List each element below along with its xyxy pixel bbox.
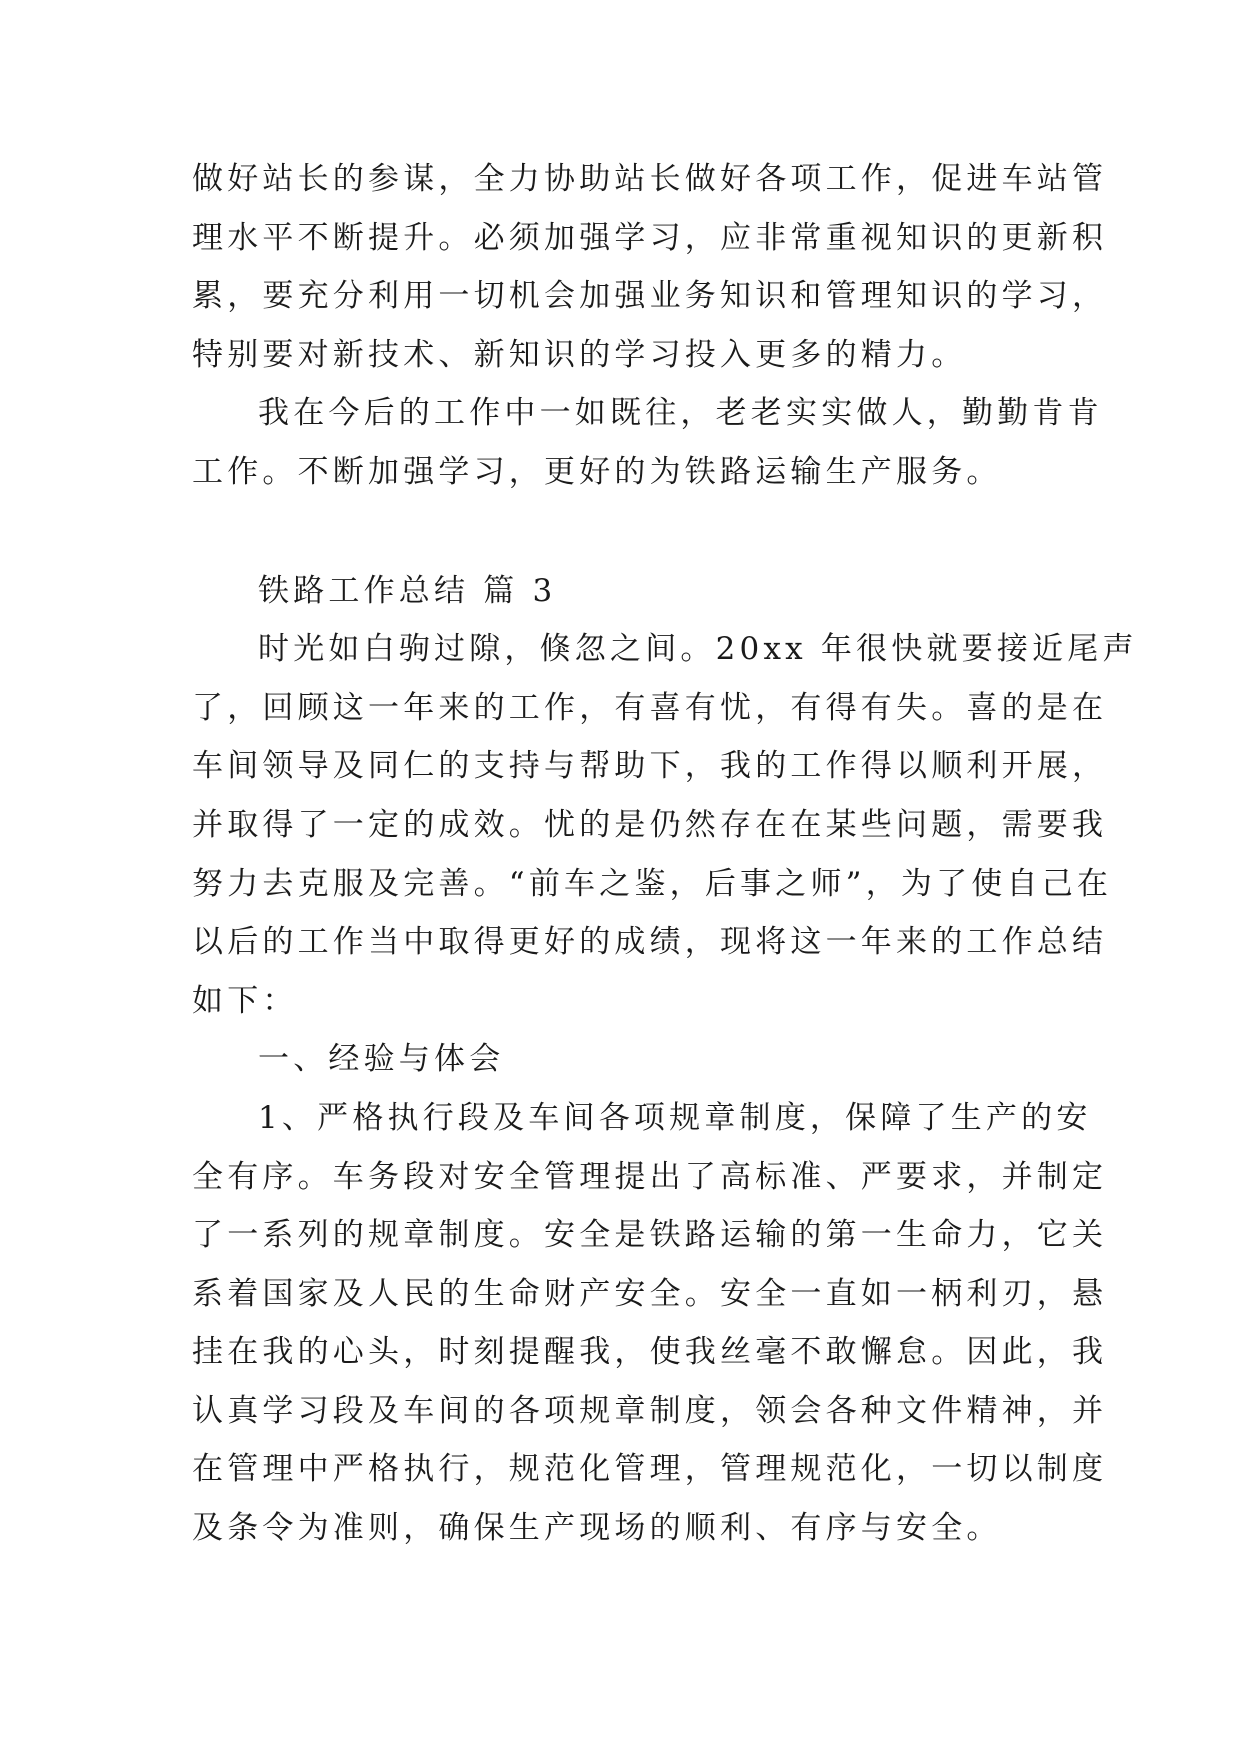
paragraph-3 bbox=[192, 620, 1138, 1030]
text-line: 我在今后的工作中一如既往，老老实实做人，勤勤肯肯 bbox=[258, 395, 1103, 432]
text-line: 做好站长的参谋，全力协助站长做好各项工作，促进车站管 bbox=[192, 161, 1108, 197]
document-page bbox=[192, 150, 1138, 1558]
text-line: 全有序。车务段对安全管理提出了高标准、严要求，并制定 bbox=[192, 1158, 1108, 1195]
text-line: 工作。不断加强学习，更好的为铁路运输生产服务。 bbox=[192, 453, 1002, 490]
text-line: 理水平不断提升。必须加强学习，应非常重视知识的更新积 bbox=[192, 219, 1108, 256]
heading-text: 铁路工作总结 篇 3 bbox=[258, 572, 557, 609]
paragraph-2 bbox=[192, 384, 1103, 501]
subsection-title: 一、经验与体会 bbox=[258, 1041, 505, 1078]
text-line: 1、严格执行段及车间各项规章制度，保障了生产的安 bbox=[258, 1099, 1092, 1136]
text-line: 挂在我的心头，时刻提醒我，使我丝毫不敢懈怠。因此，我 bbox=[192, 1334, 1108, 1371]
subsection-heading bbox=[192, 1030, 1052, 1089]
paragraph-4 bbox=[192, 1089, 1108, 1558]
text-line: 及条令为准则，确保生产现场的顺利、有序与安全。 bbox=[192, 1510, 1002, 1547]
section-gap bbox=[192, 502, 1052, 562]
text-line: 在管理中严格执行，规范化管理，管理规范化，一切以制度 bbox=[192, 1451, 1108, 1488]
text-line: 累，要充分利用一切机会加强业务知识和管理知识的学习， bbox=[192, 278, 1108, 315]
text-line: 认真学习段及车间的各项规章制度，领会各种文件精神，并 bbox=[192, 1392, 1108, 1429]
paragraph-1 bbox=[192, 150, 1108, 384]
text-line: 如下： bbox=[192, 982, 298, 1019]
text-line: 特别要对新技术、新知识的学习投入更多的精力。 bbox=[192, 336, 967, 373]
text-line: 努力去克服及完善。“前车之鉴，后事之师”，为了使自己在 bbox=[192, 865, 1113, 902]
text-line: 车间领导及同仁的支持与帮助下，我的工作得以顺利开展， bbox=[192, 748, 1108, 785]
section-heading bbox=[192, 562, 1052, 621]
text-line: 以后的工作当中取得更好的成绩，现将这一年来的工作总结 bbox=[192, 924, 1108, 961]
text-line: 系着国家及人民的生命财产安全。安全一直如一柄利刃，悬 bbox=[192, 1275, 1108, 1312]
text-line: 了一系列的规章制度。安全是铁路运输的第一生命力，它关 bbox=[192, 1217, 1108, 1254]
text-line: 了，回顾这一年来的工作，有喜有忧，有得有失。喜的是在 bbox=[192, 689, 1108, 726]
text-line: 并取得了一定的成效。忧的是仍然存在在某些问题，需要我 bbox=[192, 806, 1108, 843]
text-line: 时光如白驹过隙，倏忽之间。20xx 年很快就要接近尾声 bbox=[258, 631, 1138, 668]
